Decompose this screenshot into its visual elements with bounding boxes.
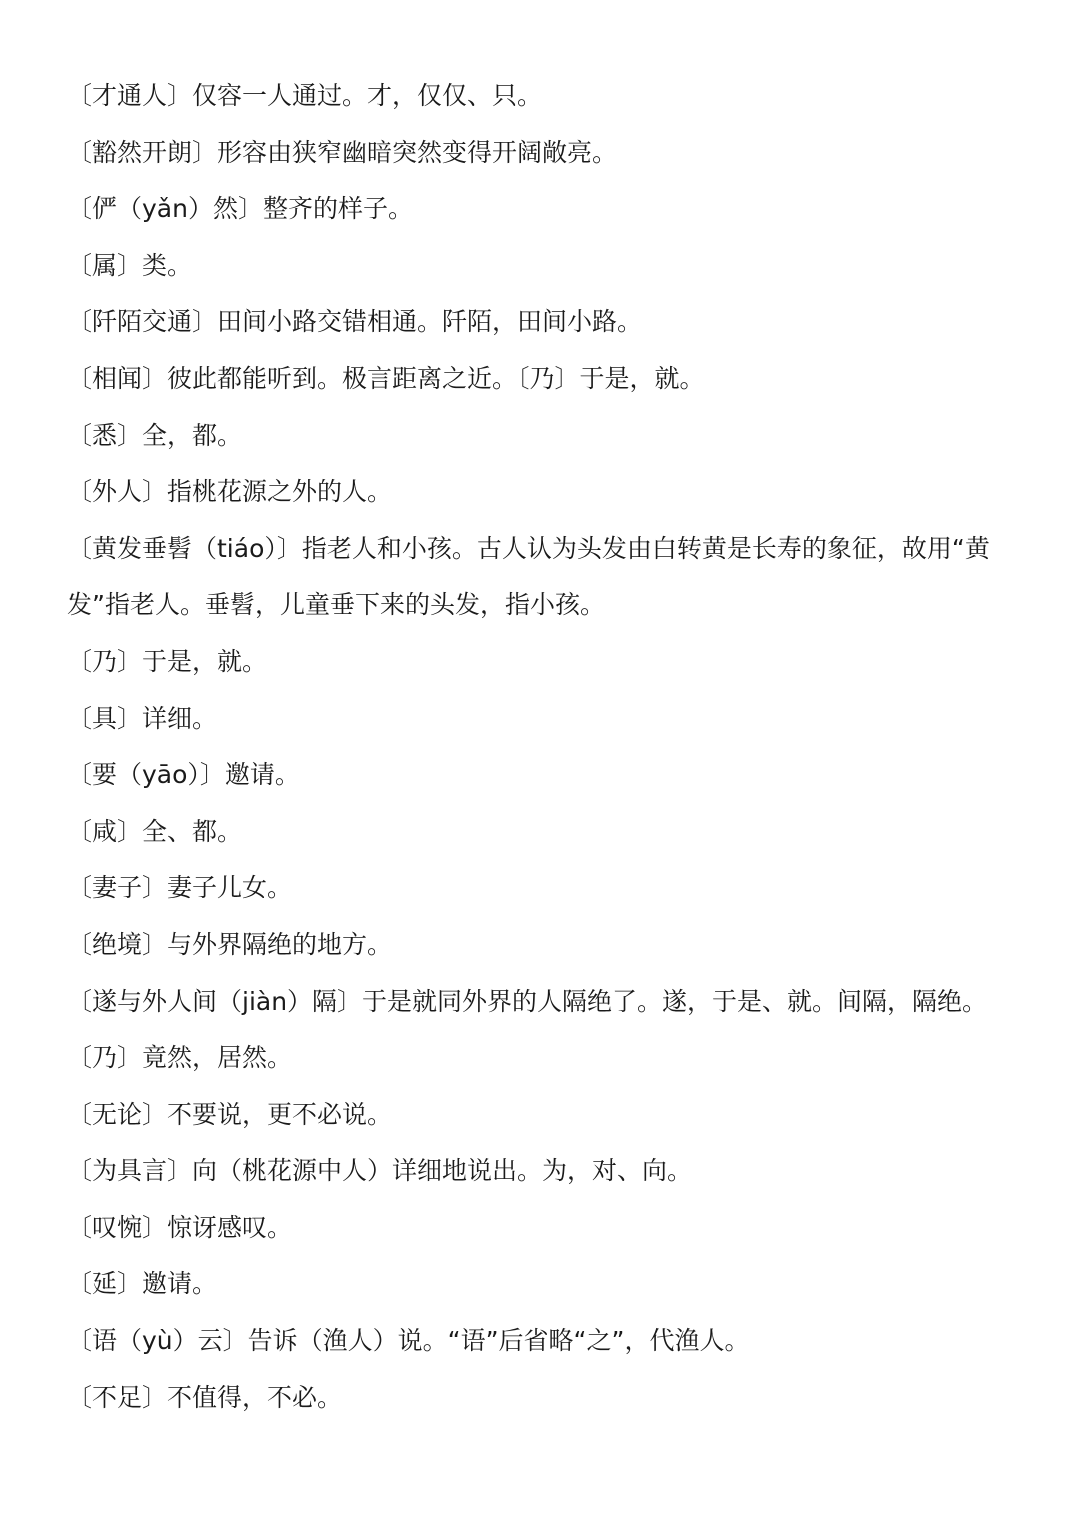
annotation-entry: 〔为具言〕向（桃花源中人）详细地说出。为，对、向。	[67, 1156, 693, 1186]
annotation-entry: 〔要（yāo）〕邀请。	[67, 760, 300, 790]
annotation-entry: 〔语（yù）云〕告诉（渔人）说。“语”后省略“之”，代渔人。	[67, 1326, 750, 1356]
annotation-entry: 〔豁然开朗〕形容由狭窄幽暗突然变得开阔敞亮。	[67, 137, 618, 167]
annotation-entry: 〔无论〕不要说，更不必说。	[67, 1099, 393, 1129]
annotation-entry: 〔乃〕于是，就。	[67, 646, 268, 676]
annotation-entry: 〔才通人〕仅容一人通过。才，仅仅、只。	[67, 81, 543, 110]
annotation-entry: 〔具〕详细。	[67, 703, 218, 733]
annotation-entry: 〔俨（yǎn）然〕整齐的样子。	[67, 194, 413, 224]
annotation-entry: 〔黄发垂髫（tiáo）〕指老人和小孩。古人认为头发由白转黄是长寿的象征，故用“黄发”指老人。垂髫，儿童垂下来的头发，指小孩。	[67, 533, 990, 620]
annotation-list	[67, 68, 1027, 1426]
annotation-entry: 〔绝境〕与外界隔绝的地方。	[67, 929, 393, 959]
annotation-entry: 〔乃〕竟然，居然。	[67, 1043, 293, 1073]
annotation-entry: 〔妻子〕妻子儿女。	[67, 873, 293, 903]
annotation-entry: 〔叹惋〕惊讶感叹。	[67, 1212, 293, 1242]
annotation-entry: 〔咸〕全、都。	[67, 816, 243, 846]
annotation-entry: 〔延〕邀请。	[67, 1269, 218, 1299]
annotation-entry: 〔悉〕全，都。	[67, 420, 243, 450]
annotation-entry: 〔属〕类。	[67, 250, 193, 280]
annotation-entry: 〔阡陌交通〕田间小路交错相通。阡陌，田间小路。	[67, 307, 643, 337]
annotation-entry: 〔遂与外人间（jiàn）隔〕于是就同外界的人隔绝了。遂，于是、就。间隔，隔绝。	[67, 986, 988, 1016]
annotation-entry: 〔外人〕指桃花源之外的人。	[67, 477, 393, 507]
annotation-entry: 〔相闻〕彼此都能听到。极言距离之近。〔乃〕于是，就。	[67, 363, 705, 393]
annotation-entry: 〔不足〕不值得，不必。	[67, 1382, 343, 1412]
